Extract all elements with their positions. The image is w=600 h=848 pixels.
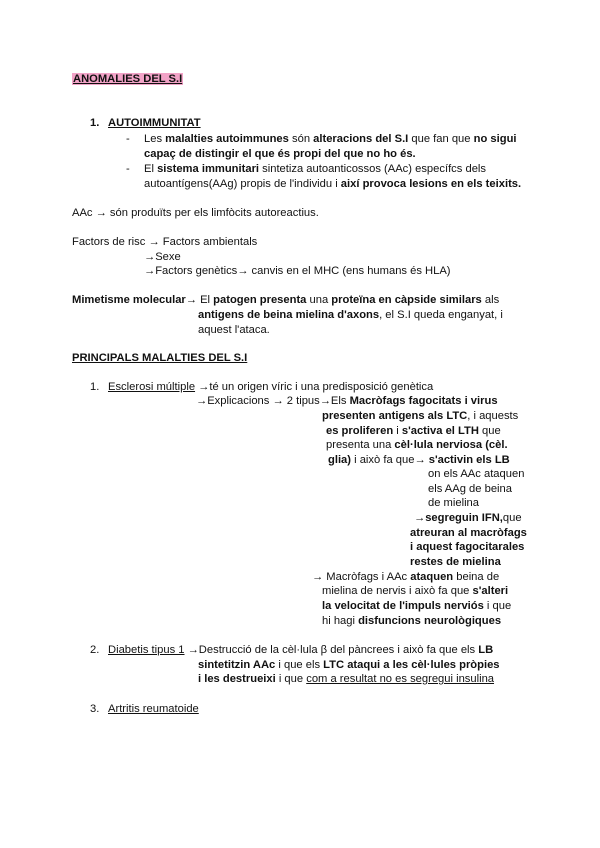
em-line-16: la velocitat de l'impuls nerviós i que (322, 600, 512, 612)
em-line-3: presenten antigens als LTC, i aquests (322, 410, 519, 422)
em-line-14: → Macròfags i AAc ataquen beina de (312, 571, 500, 583)
em-line-12: i aquest fagocitarales (410, 541, 525, 553)
em-line-4: es proliferen i s'activa el LTH que (326, 425, 501, 437)
bullet-dash: - (126, 163, 130, 175)
mimetisme-line-1: Mimetisme molecular→ El patogen presenta una proteïna en càpside similars als (72, 294, 500, 306)
em-line-10: →segreguin IFN,que (414, 512, 522, 524)
em-line-7: on els AAc ataquen (428, 468, 525, 480)
em-line-17: hi hagi disfuncions neurològiques (322, 615, 502, 627)
bullet-1-line-1: Les malalties autoimmunes són alteracions del S.I que fan que no sigui (144, 133, 517, 145)
section-heading-autoimmunitat: AUTOIMMUNITAT (108, 117, 201, 129)
em-line-15: mielina de nervis i això fa que s'alteri (322, 585, 509, 597)
mimetisme-line-3: aquest l'ataca. (198, 324, 270, 336)
bullet-dash: - (126, 133, 130, 145)
doc-title: ANOMALIES DEL S.I (73, 73, 183, 85)
em-line-5: presenta una cèl·lula nerviosa (cèl. (326, 439, 508, 451)
section-heading-principals: PRINCIPALS MALALTIES DEL S.I (72, 352, 248, 364)
em-line-6: glia) i això fa que→ s'activin els LB (328, 454, 510, 466)
dt-line-1: Diabetis tipus 1 →Destrucció de la cèl·lula β del pàncrees i això fa que els LB (108, 644, 494, 656)
list-number: 1. (90, 117, 100, 129)
risk-line-3: →Factors genètics→ canvis en el MHC (ens humans és HLA) (144, 265, 451, 277)
em-line-13: restes de mielina (410, 556, 501, 568)
dt-line-3: i les destrueixi i que com a resultat no es segregui insulina (198, 673, 495, 685)
em-line-1: Esclerosi múltiple →té un origen víric i una predisposició genètica (108, 381, 434, 393)
list-number: 3. (90, 703, 100, 715)
em-line-11: atreuran al macròfags (410, 527, 527, 539)
em-line-9: de mielina (428, 497, 479, 509)
em-line-8: els AAg de beina (428, 483, 512, 495)
dt-line-2: sintetitzin AAc i que els LTC ataqui a les cèl·lules pròpies (198, 659, 500, 671)
bullet-1-line-2: capaç de distingir el que és propi del que no ho és. (144, 148, 416, 160)
risk-line-1: Factors de risc → Factors ambientals (72, 236, 258, 248)
bullet-2-line-1: El sistema immunitari sintetiza autoanticossos (AAc) específcs dels (144, 163, 486, 175)
risk-line-2: →Sexe (144, 251, 181, 263)
bullet-2-line-2: autoantígens(AAg) propis de l'individu i així provoca lesions en els teixits. (144, 178, 522, 190)
aac-line: AAc → són produïts per els limfòcits autoreactius. (72, 207, 319, 219)
mimetisme-line-2: antigens de beina mielina d'axons, el S.I queda enganyat, i (198, 309, 503, 321)
em-line-2: →Explicacions → 2 tipus→Els Macròfags fagocitats i virus (196, 395, 498, 407)
list-number: 1. (90, 381, 100, 393)
ar-line-1: Artritis reumatoide (108, 703, 199, 715)
list-number: 2. (90, 644, 100, 656)
